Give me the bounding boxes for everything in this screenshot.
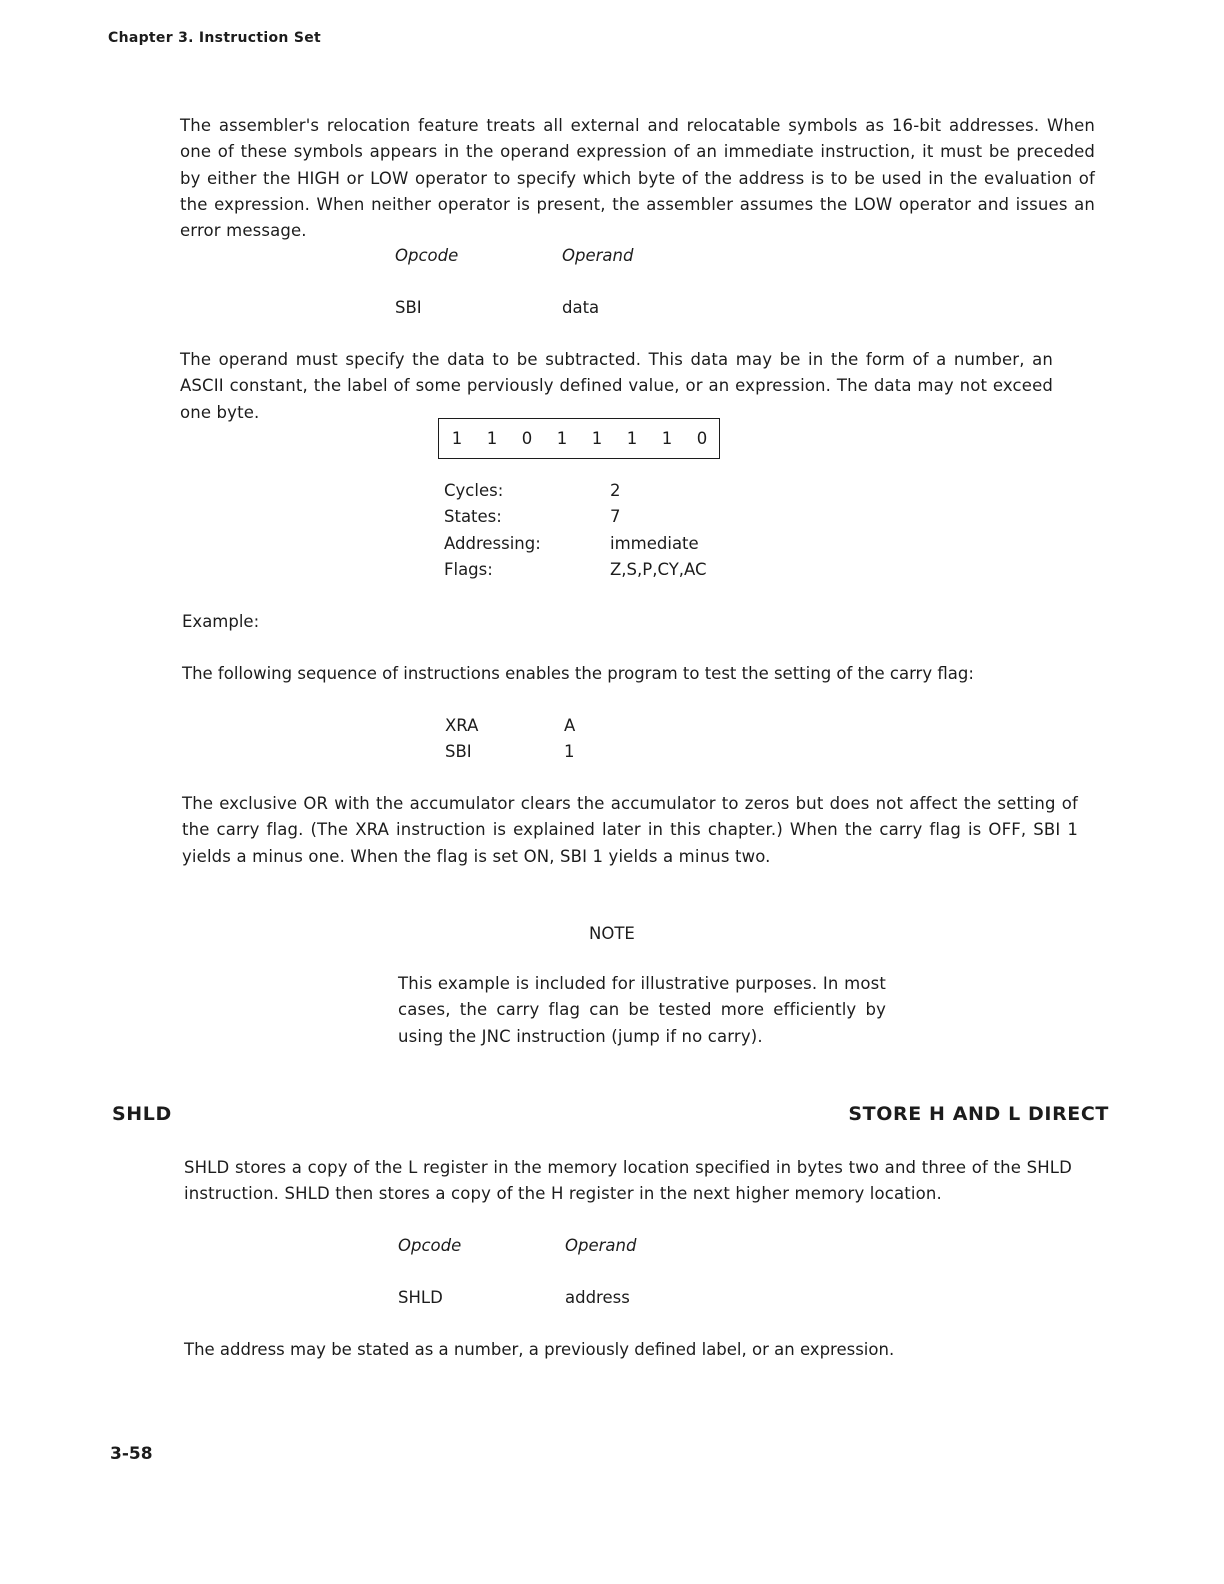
example-code-operand: 1	[564, 742, 575, 761]
opcode-encoding-box	[438, 418, 720, 459]
opcode-heading: Opcode	[395, 246, 459, 265]
example-code-operand: A	[564, 716, 576, 735]
encoding-bit: 1	[661, 429, 673, 448]
flags-label: Flags:	[444, 560, 493, 579]
running-head: Chapter 3. Instruction Set	[108, 30, 322, 46]
cycles-value: 2	[610, 481, 621, 500]
example-label: Example:	[182, 612, 260, 631]
example-code-opcode: XRA	[445, 716, 479, 735]
encoding-bit: 1	[591, 429, 603, 448]
encoding-bit: 0	[521, 429, 533, 448]
note-text: This example is included for illustrative purposes. In most cases, the carry flag can be tested more efficiently by using the JNC instruction (jump if no carry).	[398, 974, 886, 1046]
page-number: 3-58	[110, 1444, 153, 1464]
addressing-label: Addressing:	[444, 534, 541, 553]
cycles-label: Cycles:	[444, 481, 504, 500]
states-value: 7	[610, 507, 621, 526]
shld-mnemonic-heading: SHLD	[112, 1103, 172, 1125]
operand-heading: Operand	[562, 246, 634, 265]
encoding-bit: 0	[696, 429, 708, 448]
encoding-bit: 1	[451, 429, 463, 448]
relocation-paragraph: The assembler's relocation feature treats all external and relocatable symbols as 16-bit addresses. When one of these symbols appears in the operand expression of an immediate instruction, it must be preceded by either the HIGH or LOW operator to specify which byte of the address is to be used in the evaluation of the expression. When neither operator is present, the assembler assumes the LOW operator and issues an error message.	[180, 116, 1095, 241]
states-label: States:	[444, 507, 502, 526]
shld-opcode: SHLD	[398, 1288, 443, 1307]
sbi-operand: data	[562, 298, 600, 317]
sbi-opcode: SBI	[395, 298, 422, 317]
note-title: NOTE	[589, 924, 635, 943]
shld-address-paragraph: The address may be stated as a number, a previously defined label, or an expression.	[184, 1340, 895, 1359]
addressing-value: immediate	[610, 534, 699, 553]
shld-operand: address	[565, 1288, 630, 1307]
shld-title-heading: STORE H AND L DIRECT	[848, 1103, 1109, 1125]
explanation-paragraph: The exclusive OR with the accumulator clears the accumulator to zeros but does not affect the setting of the carry flag. (The XRA instruction is explained later in this chapter.) When the carry flag is OFF, SBI 1 yields a minus one. When the flag is set ON, SBI 1 yields a minus two.	[182, 794, 1078, 866]
encoding-bit: 1	[626, 429, 638, 448]
shld-description: SHLD stores a copy of the L register in the memory location specified in bytes two and three of the SHLD instruction. SHLD then stores a copy of the H register in the next higher memory location.	[184, 1158, 1072, 1204]
shld-opcode-heading: Opcode	[398, 1236, 462, 1255]
encoding-bit: 1	[556, 429, 568, 448]
example-intro: The following sequence of instructions enables the program to test the setting of the carry flag:	[182, 664, 974, 683]
example-code-opcode: SBI	[445, 742, 472, 761]
flags-value: Z,S,P,CY,AC	[610, 560, 707, 579]
encoding-bit: 1	[486, 429, 498, 448]
shld-operand-heading: Operand	[565, 1236, 637, 1255]
operand-paragraph: The operand must specify the data to be subtracted. This data may be in the form of a number, an ASCII constant, the label of some perviously defined value, or an expression. The data may not exceed one byte.	[180, 350, 1053, 422]
